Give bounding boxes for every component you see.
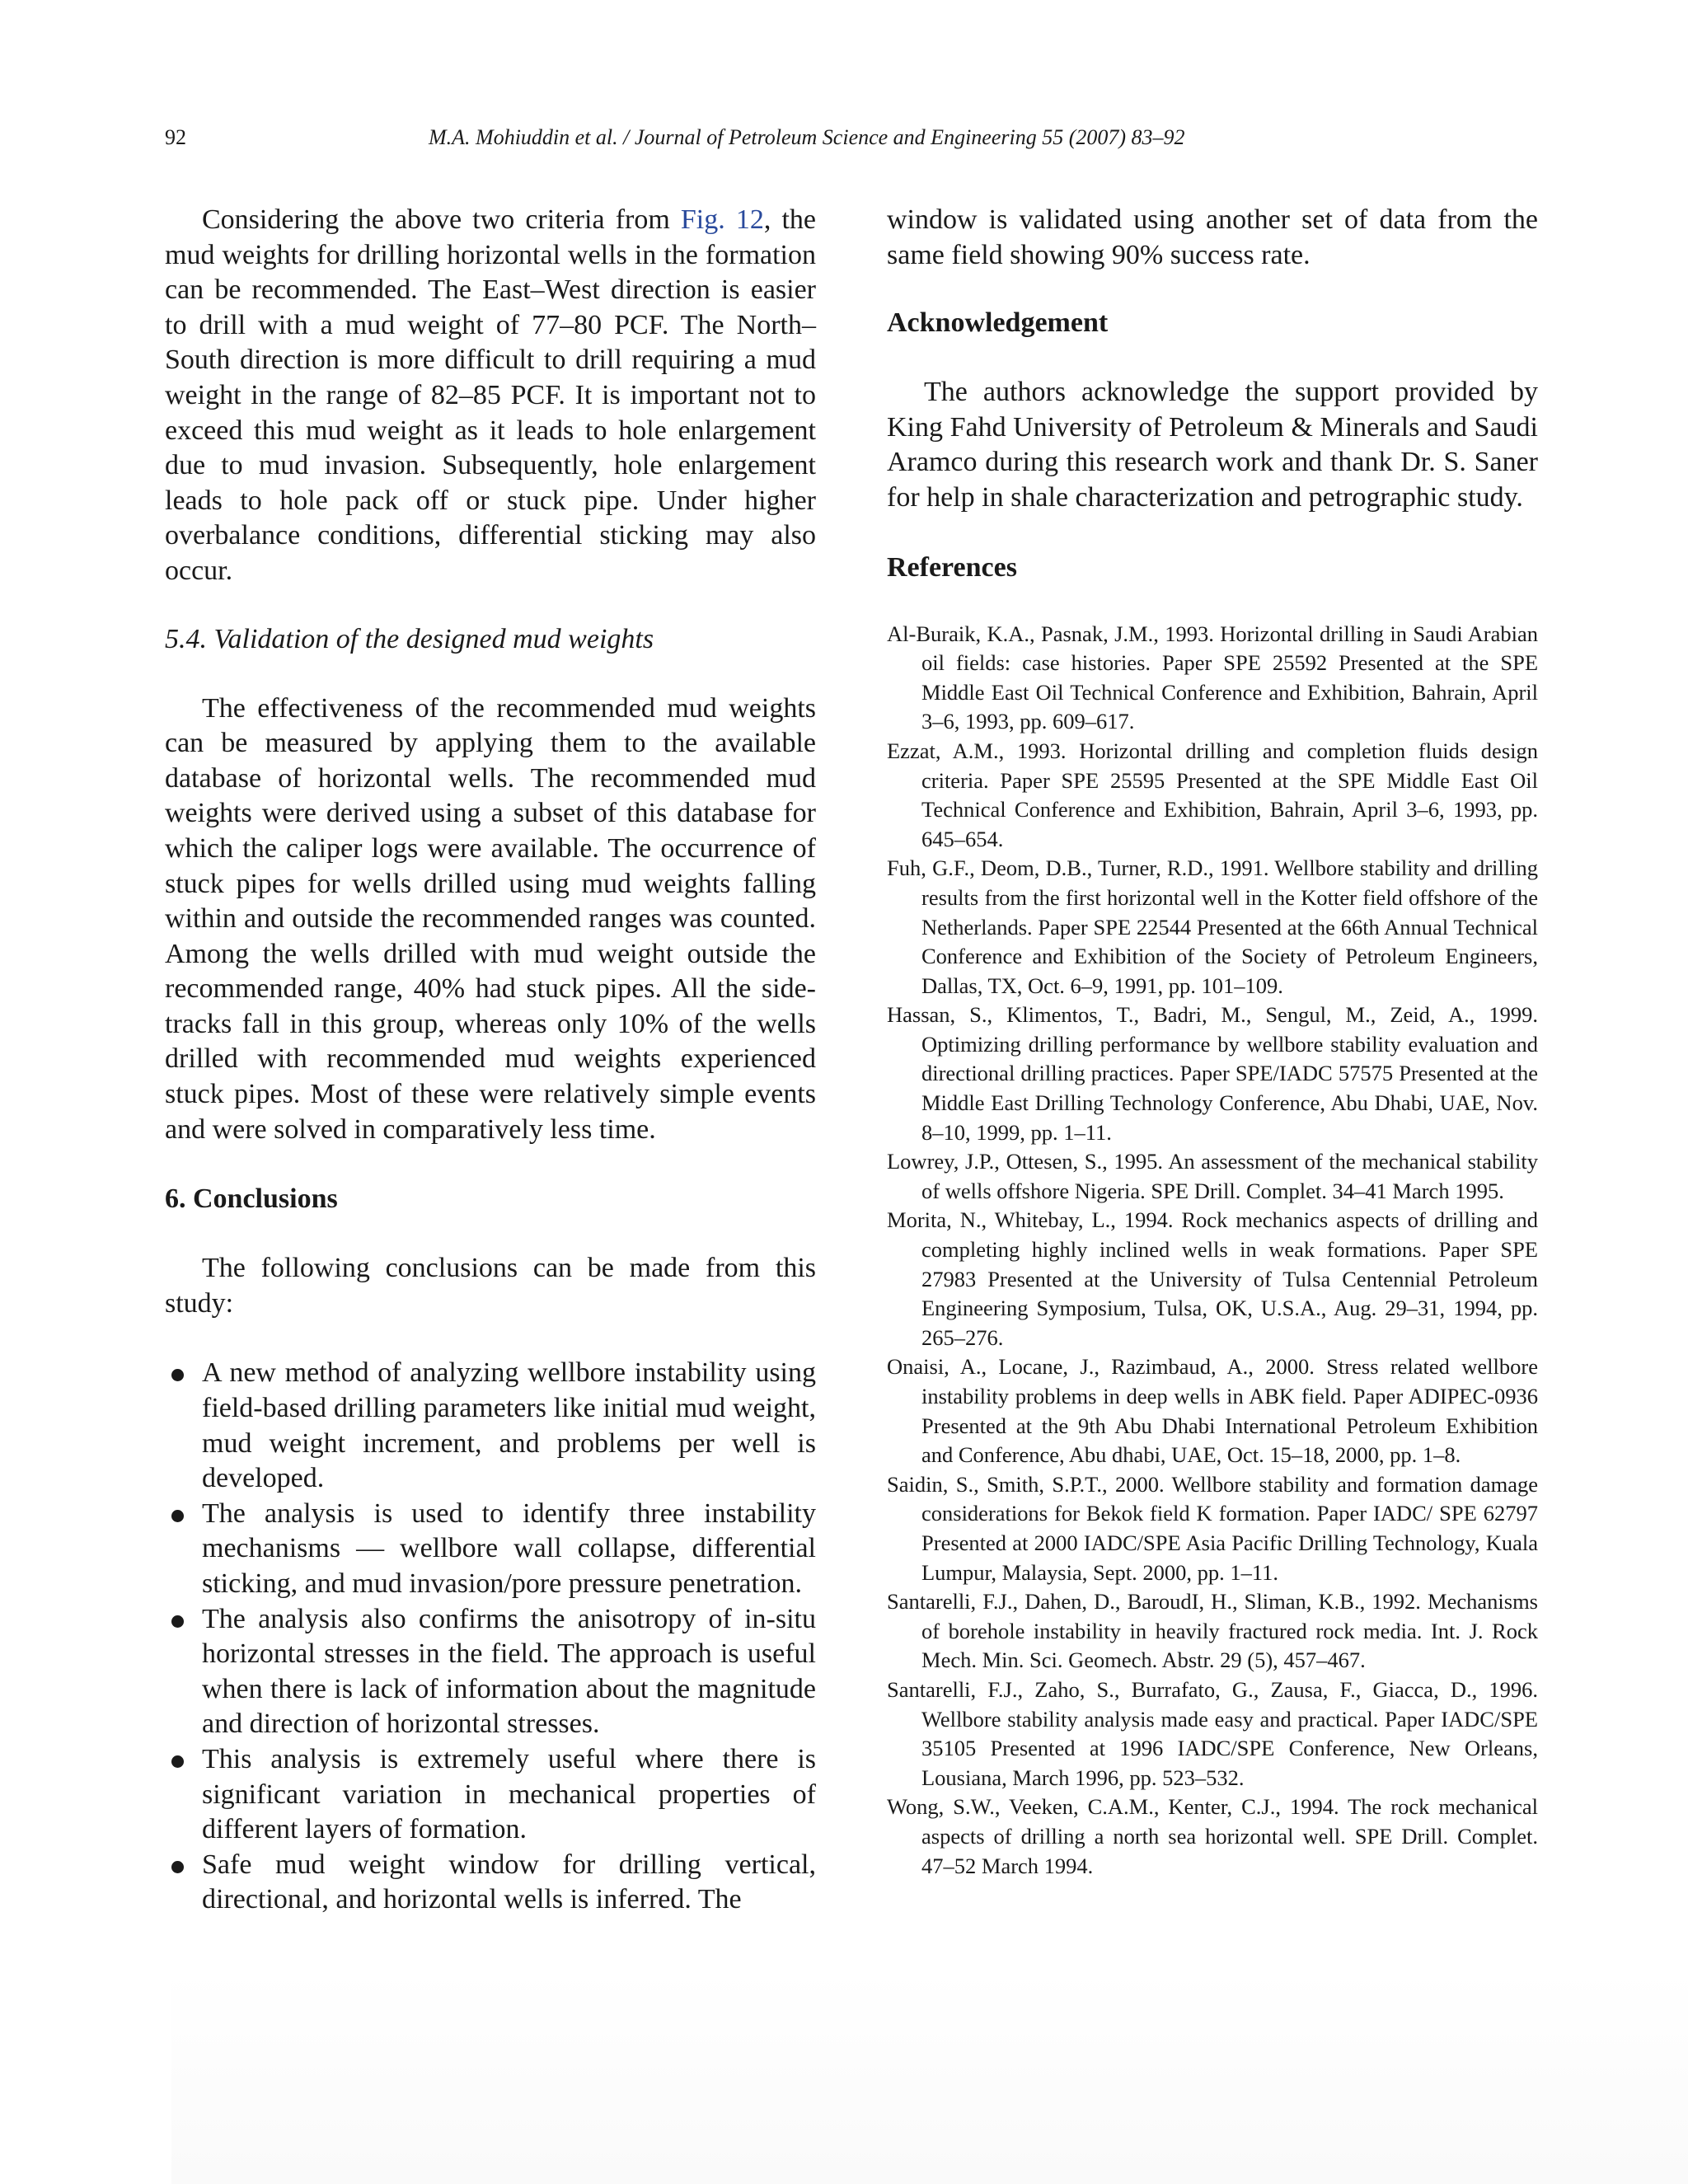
bullet-icon: [171, 1755, 184, 1768]
reference-item: Santarelli, F.J., Zaho, S., Burrafato, G., Zausa, F., Giacca, D., 1996. Wellbore stability analysis made easy and practical. Paper IADC/SPE 35105 Presented at 1996 IADC/SPE Conference, New Orleans, Lousiana, March 1996, pp. 523–532.: [887, 1676, 1538, 1790]
list-item: [165, 1848, 816, 1918]
reference-item: Lowrey, J.P., Ottesen, S., 1995. An assessment of the mechanical stability of wells offshore Nigeria. SPE Drill. Complet. 34–41 March 1995.: [887, 1149, 1538, 1203]
reference-item: Onaisi, A., Locane, J., Razimbaud, A., 2000. Stress related wellbore instability problems in deep wells in ABK field. Paper ADIPEC-0936 Presented at the 9th Abu Dhabi International Petroleum Exhibition and Conference, Abu dhabi, UAE, Oct. 15–18, 2000, pp. 1–8.: [887, 1354, 1538, 1468]
list-item: [165, 1742, 816, 1848]
reference-item: Saidin, S., Smith, S.P.T., 2000. Wellbore stability and formation damage considerations for Bekok field K formation. Paper IADC/ SPE 62797 Presented at 2000 IADC/SPE Asia Pacific Drilling Technology, Kuala Lumpur, Malaysia, Sept. 2000, pp. 1–11.: [887, 1471, 1538, 1585]
page-number: 92: [165, 125, 186, 149]
section-title-conclusions: 6. Conclusions: [165, 1183, 338, 1215]
figure-link[interactable]: Fig. 12: [680, 204, 764, 235]
bullet-icon: [171, 1369, 184, 1381]
list-item: [165, 1602, 816, 1742]
reference-item: Morita, N., Whitebay, L., 1994. Rock mechanics aspects of drilling and completing highly inclined wells in weak formations. Paper SPE 27983 Presented at the University of Tulsa Centennial Petroleum Engineering Symposium, Tulsa, OK, U.S.A., Aug. 29–31, 1994, pp. 265–276.: [887, 1207, 1538, 1350]
reference-item: Hassan, S., Klimentos, T., Badri, M., Sengul, M., Zeid, A., 1999. Optimizing drilling performance by wellbore stability evaluation and directional drilling practices. Paper SPE/IADC 57575 Presented at the Middle East Drilling Technology Conference, Abu Dhabi, UAE, Nov. 8–10, 1999, pp. 1–11.: [887, 1002, 1538, 1145]
left-column: [165, 203, 816, 1918]
paragraph-text: Considering the above two criteria from: [202, 204, 681, 235]
list-item-text: The analysis also confirms the anisotropy of in-situ horizontal stresses in the field. The approach is useful when there is lack of information about the magnitude and direction of horizontal stresses.: [202, 1603, 816, 1740]
reference-item: Fuh, G.F., Deom, D.B., Turner, R.D., 1991. Wellbore stability and drilling results from the first horizontal well in the Kotter field offshore of the Netherlands. Paper SPE 22544 Presented at the 66th Annual Technical Conference and Exhibition of the Society of Petroleum Engineers, Dallas, TX, Oct. 6–9, 1991, pp. 101–109.: [887, 855, 1538, 998]
section-title-references: References: [887, 551, 1017, 583]
paragraph-continuation: window is validated using another set of data from the same field showing 90% success rate.: [887, 204, 1538, 270]
section-title-acknowledgement: Acknowledgement: [887, 307, 1109, 339]
paragraph-acknowledgement: The authors acknowledge the support provided by King Fahd University of Petroleum & Minerals and Saudi Aramco during this research work and thank Dr. S. Saner for help in shale characterization and petrographic study.: [887, 377, 1538, 513]
list-item-text: A new method of analyzing wellbore instability using field-based drilling parameters like initial mud weight, mud weight increment, and problems per well is developed.: [202, 1357, 816, 1494]
conclusions-list: [165, 1356, 816, 1918]
bullet-icon: [171, 1615, 184, 1628]
reference-item: Wong, S.W., Veeken, C.A.M., Kenter, C.J., 1994. The rock mechanical aspects of drilling a north sea horizontal well. SPE Drill. Complet. 47–52 March 1994.: [887, 1794, 1538, 1878]
list-item-text: Safe mud weight window for drilling vertical, directional, and horizontal wells is inferred. The: [202, 1849, 816, 1915]
reference-item: Ezzat, A.M., 1993. Horizontal drilling and completion fluids design criteria. Paper SPE 25595 Presented at the SPE Middle East Oil Technical Conference and Exhibition, Bahrain, April 3–6, 1993, pp. 645–654.: [887, 738, 1538, 851]
paragraph-validation: The effectiveness of the recommended mud weights can be measured by applying them to the available database of horizontal wells. The recommended mud weights were derived using a subset of this database for which the caliper logs were available. The occurrence of stuck pipes for wells drilled using mud weights falling within and outside the recommended ranges was counted. Among the wells drilled with mud weight outside the recommended range, 40% had stuck pipes. All the side-tracks fall in this group, whereas only 10% of the wells drilled with recommended mud weights experienced stuck pipes. Most of these were relatively simple events and were solved in comparatively less time.: [165, 692, 816, 1145]
list-item-text: This analysis is extremely useful where there is significant variation in mechanical properties of different layers of formation.: [202, 1743, 816, 1845]
running-head: M.A. Mohiuddin et al. / Journal of Petroleum Science and Engineering 55 (2007) 83–92: [429, 125, 1185, 149]
paragraph-text: , the mud weights for drilling horizontal wells in the formation can be recommended. The East–West direction is easier to drill with a mud weight of 77–80 PCF. The North–South direction is more difficult to drill requiring a mud weight in the range of 82–85 PCF. It is important not to exceed this mud weight as it leads to hole enlargement due to mud invasion. Subsequently, hole enlargement leads to hole pack off or stuck pipe. Under higher overbalance conditions, differential sticking may also occur.: [165, 204, 816, 586]
paragraph-recommendation: [165, 203, 816, 589]
list-item-text: The analysis is used to identify three instability mechanisms — wellbore wall collapse, differential sticking, and mud invasion/pore pressure penetration.: [202, 1497, 816, 1599]
list-item: [165, 1497, 816, 1602]
bullet-icon: [171, 1510, 184, 1522]
page-header: [0, 125, 1688, 158]
reference-list: [887, 620, 1538, 1882]
subsection-title: 5.4. Validation of the designed mud weights: [165, 623, 654, 654]
bullet-icon: [171, 1861, 184, 1873]
reference-item: Santarelli, F.J., Dahen, D., BaroudI, H., Sliman, K.B., 1992. Mechanisms of borehole instability in heavily fractured rock media. Int. J. Rock Mech. Min. Sci. Geomech. Abstr. 29 (5), 457–467.: [887, 1589, 1538, 1673]
right-column: [887, 203, 1538, 1881]
reference-item: Al-Buraik, K.A., Pasnak, J.M., 1993. Horizontal drilling in Saudi Arabian oil fields: case histories. Paper SPE 25592 Presented at the SPE Middle East Oil Technical Conference and Exhibition, Bahrain, April 3–6, 1993, pp. 609–617.: [887, 621, 1538, 734]
page-shading: [171, 1970, 1688, 2184]
list-item: [165, 1356, 816, 1496]
paragraph-conclusions-intro: The following conclusions can be made from this study:: [165, 1253, 816, 1319]
